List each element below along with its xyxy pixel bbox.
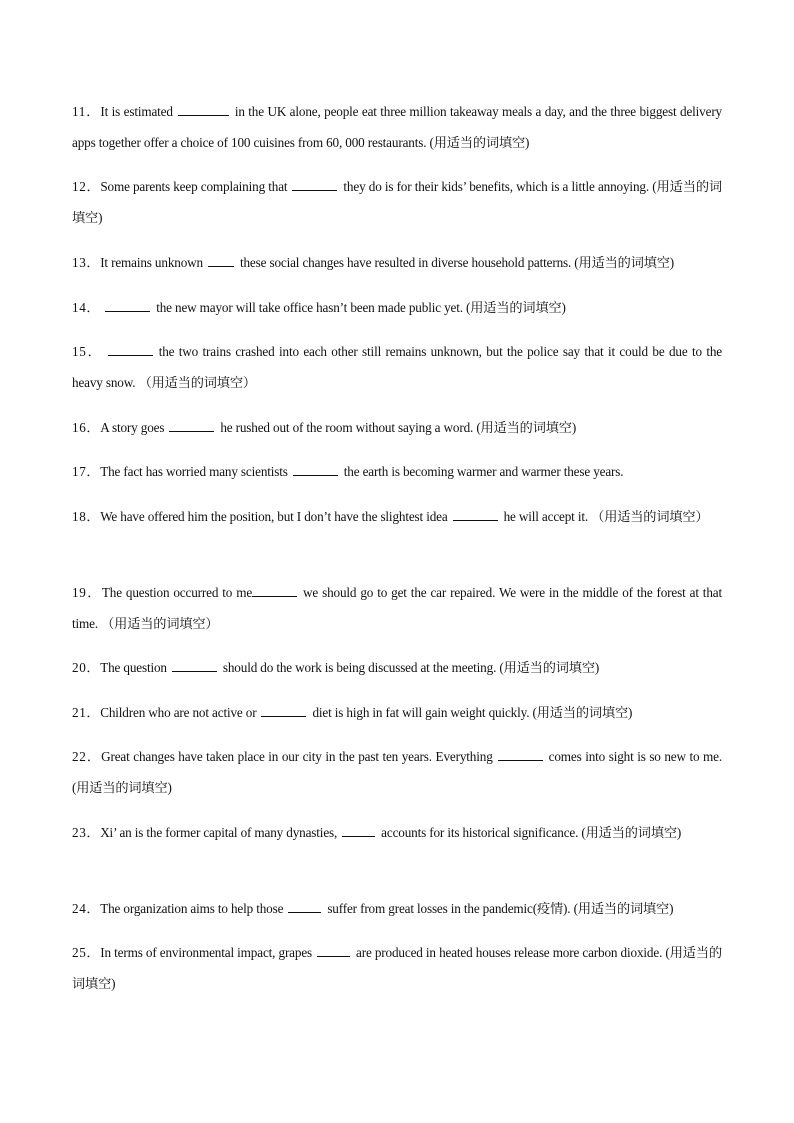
question-number: 16．	[72, 420, 101, 435]
answer-blank[interactable]	[172, 659, 217, 672]
question-text-after: should do the work is being discussed at the meeting. (用适当的词填空)	[222, 660, 600, 675]
answer-blank[interactable]	[453, 508, 498, 521]
question-number: 20．	[72, 660, 101, 675]
answer-blank[interactable]	[261, 704, 306, 717]
question-13	[72, 247, 722, 278]
question-number: 21．	[72, 705, 101, 720]
question-text-after: he rushed out of the room without saying a word. (用适当的词填空)	[220, 420, 577, 435]
answer-blank[interactable]	[342, 824, 375, 837]
question-text-after: accounts for its historical significance. (用适当的词填空)	[381, 825, 682, 840]
question-17	[72, 456, 722, 487]
question-number: 15．	[72, 344, 103, 359]
answer-blank[interactable]	[105, 299, 150, 312]
answer-blank[interactable]	[252, 584, 297, 597]
question-24	[72, 893, 722, 924]
question-text-after: diet is high in fat will gain weight quickly. (用适当的词填空)	[312, 705, 633, 720]
question-text-before: We have offered him the position, but I don’t have the slightest idea	[100, 509, 448, 524]
question-number: 13．	[72, 255, 101, 270]
question-text-after: in the UK alone, people eat three million takeaway meals a day, and the three biggest delivery apps together offer a choice of 100 cuisines from 60, 000 restaurants. (用适当的词填空)	[72, 104, 723, 150]
answer-blank[interactable]	[208, 254, 234, 267]
question-text-after: the new mayor will take office hasn’t been made public yet. (用适当的词填空)	[156, 300, 566, 315]
answer-blank[interactable]	[169, 419, 214, 432]
question-18	[72, 501, 722, 532]
question-text-before: Some parents keep complaining that	[100, 179, 288, 194]
question-number: 12．	[72, 179, 101, 194]
question-text-after: are produced in heated houses release more carbon dioxide. (用适当的词填空)	[72, 945, 722, 991]
question-text-before: Great changes have taken place in our city in the past ten years. Everything	[101, 749, 493, 764]
answer-blank[interactable]	[293, 463, 338, 476]
answer-blank[interactable]	[498, 748, 543, 761]
question-number: 24．	[72, 901, 101, 916]
question-23	[72, 817, 722, 848]
question-text-before: Children who are not active or	[100, 705, 257, 720]
question-15	[72, 336, 722, 398]
question-number: 25．	[72, 945, 101, 960]
question-text-before: The question occurred to me	[101, 585, 253, 600]
question-number: 22．	[72, 749, 102, 764]
question-text-after: we should go to get the car repaired. We were in the middle of the forest at that time. （用适当的词填空）	[72, 585, 722, 631]
answer-blank[interactable]	[108, 343, 153, 356]
question-text-before: The question	[100, 660, 167, 675]
question-25	[72, 937, 722, 999]
question-text-after: the earth is becoming warmer and warmer these years.	[343, 464, 624, 479]
question-text-before: It remains unknown	[100, 255, 203, 270]
question-text-after: these social changes have resulted in diverse household patterns. (用适当的词填空)	[239, 255, 675, 270]
question-14	[72, 292, 722, 323]
question-text-before: Xi’ an is the former capital of many dynasties,	[100, 825, 338, 840]
question-number: 11．	[72, 104, 101, 119]
question-text-before: It is estimated	[100, 104, 173, 119]
question-number: 14．	[72, 300, 101, 315]
question-12	[72, 171, 722, 233]
question-11	[72, 96, 722, 158]
question-number: 19．	[72, 585, 102, 600]
question-text-after: comes into sight is so new to me. (用适当的词填空)	[72, 749, 723, 795]
question-21	[72, 697, 722, 728]
question-number: 17．	[72, 464, 101, 479]
answer-blank[interactable]	[288, 900, 321, 913]
question-text-after: the two trains crashed into each other still remains unknown, but the police say that it could be due to the heavy snow. （用适当的词填空）	[72, 344, 722, 390]
question-text-before: In terms of environmental impact, grapes	[100, 945, 313, 960]
answer-blank[interactable]	[317, 944, 350, 957]
question-text-after: they do is for their kids’ benefits, which is a little annoying. (用适当的词填空)	[72, 179, 722, 225]
question-number: 23．	[72, 825, 101, 840]
question-19	[72, 577, 722, 639]
answer-blank[interactable]	[178, 103, 229, 116]
question-number: 18．	[72, 509, 101, 524]
question-22	[72, 741, 722, 803]
question-text-after: suffer from great losses in the pandemic(疫情). (用适当的词填空)	[327, 901, 674, 916]
question-text-before: A story goes	[100, 420, 165, 435]
question-16	[72, 412, 722, 443]
answer-blank[interactable]	[292, 178, 337, 191]
question-text-after: he will accept it. （用适当的词填空）	[503, 509, 709, 524]
question-text-before: The fact has worried many scientists	[100, 464, 288, 479]
question-20	[72, 652, 722, 683]
question-text-before: The organization aims to help those	[100, 901, 284, 916]
